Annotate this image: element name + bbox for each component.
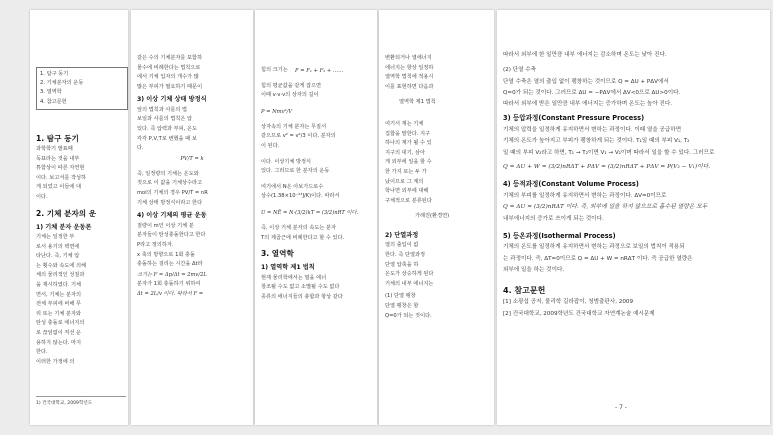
body-text: 따라서 외부에 받은 일만큼 내부 에너지는 증가하며 온도는 높아 진다. xyxy=(503,101,673,108)
body-text: 과학학기 발표때 xyxy=(36,146,73,152)
body-text: 창조될 수도 없고 소멸될 수도 없다 xyxy=(261,284,340,291)
equation: P = Nmv²/V xyxy=(261,108,293,115)
table-of-contents xyxy=(36,67,128,110)
body-text: 많은 부피가 필요하기 때문이 xyxy=(137,83,203,90)
body-text: 따라서 외부에 한 일만큼 내부 에너지는 감소하며 온도는 낮아 진다. xyxy=(503,52,667,58)
subsection-heading: 2) 단열과정 xyxy=(385,231,419,239)
body-text: 는 횟수와 속도에 의해 xyxy=(36,262,87,269)
body-text: 같은 수의 기체분자를 포함하 xyxy=(137,55,203,61)
sub-heading: (2) 단열 수축 xyxy=(503,67,537,74)
body-text: 이다. xyxy=(36,193,48,200)
body-text: 분자들이 탄성충돌한다고 한다 xyxy=(137,232,206,239)
subsection-heading: 3) 등압과정(Constant Pressure Process) xyxy=(503,114,645,123)
body-text: 내부에너지의 증가로 쓰이게 되는 것이다. xyxy=(503,215,604,222)
section-heading: 4. 참고문헌 xyxy=(503,286,546,296)
body-text: 독표라는 것을 내부 xyxy=(36,155,80,162)
body-text: 상자속의 기체 분자는 무질서 xyxy=(261,123,327,130)
body-text: 기체의 부피를 일정하게 유지하면서 변하는 과정이다. ΔV=0이므로 xyxy=(503,192,667,199)
body-text: 열역학 법칙에 적용시 xyxy=(385,74,434,81)
citation: 가례진(환경연) xyxy=(415,213,450,220)
body-text: Q=0가 되는 것이다. xyxy=(385,312,432,319)
body-text: 한 가지 또는 두 가 xyxy=(385,168,427,175)
body-text: 한다. 즉 단열과정 xyxy=(385,252,426,258)
body-text: 각각 P,V,T로 변했을 때 보 xyxy=(137,135,197,142)
reference-item: [1] 소광섭 공저, 물리학 길라잡이, 청범출판사, 2009 xyxy=(503,299,634,306)
body-text: 단열 압축을 하 xyxy=(385,261,419,268)
body-text: 학나면 외부에 대해 xyxy=(385,188,429,195)
body-text: 앞의 법칙과 사를의 법 xyxy=(137,106,188,113)
body-text: 있다. 즉 압력과 부피, 온도 xyxy=(137,126,198,133)
body-text: 이때 v·v·v의 상자의 길이 xyxy=(261,92,319,99)
sub-heading: (1) 단열 팽창 xyxy=(385,293,416,300)
body-text: 온도가 상승하게 된다 xyxy=(385,271,434,278)
equation: Q = ΔU + W = (3/2)nRΔT + PΔV = (3/2)nRΔT + PΔV = P(V₂ − V₁)이다. xyxy=(503,163,711,170)
toc-item[interactable]: 4. 참고문헌 xyxy=(40,98,67,105)
body-text: 리 또는 기체 분자와 xyxy=(36,310,82,317)
footnote-text: 1) 건국대학교, 2009학년도 xyxy=(36,401,93,406)
body-text: P라고 정의하자. xyxy=(137,241,174,248)
body-text: 것으로 이 값을 기체상수라고 xyxy=(137,180,203,187)
equation: F = F₁ + F₂ + …… xyxy=(295,67,344,74)
reference-item: [2] 건국대학교, 2009학년도 건국대학교 자연계논술 예시문제 xyxy=(503,310,655,317)
equation: PV/T = k xyxy=(180,155,204,162)
body-text: 용하지 않는다. 마지 xyxy=(36,339,82,346)
body-text: 기체의 온도가 높아지고 부피가 팽창하게 되는 것이다. T₁일 때의 부피 V₁, T₂ xyxy=(503,138,690,145)
body-text: 전체 부피에 비해 무 xyxy=(36,301,82,308)
body-text: 체의 물리적인 성질과 xyxy=(36,272,85,279)
body-text: 충돌하는 걸리는 시간을 Δt라 xyxy=(137,261,203,268)
body-text: Q=0가 되는 것이다. 그러므로 ΔU = −PΔV에서 ΔV<0으로 ΔU>0이다. xyxy=(503,89,681,96)
body-text: 기체의 압력을 일정하게 유지하면서 변하는 과정이다. 이때 열을 공급하면 xyxy=(503,126,682,133)
page-number: - 7 - xyxy=(615,404,627,411)
body-text: 로서 용기의 벽면에 xyxy=(36,243,80,250)
body-text: 지구의 대기, 삼아 xyxy=(385,149,426,156)
section-heading: 1. 탐구 동기 xyxy=(36,134,79,143)
body-text: 상수(1.38×10⁻²³J/K)이다. 따라서 xyxy=(261,193,340,200)
section-heading: 2. 기체 분자의 운 xyxy=(36,208,97,218)
body-text: x 축의 방향으로 1회 충돌 xyxy=(137,251,196,258)
body-text: mol의 기체의 경우 PV/T = nR xyxy=(137,190,208,197)
body-text: T의 제곱근에 비례한다고 할 수 있다. xyxy=(261,234,345,241)
body-text: 구체적으로 분류된다 xyxy=(385,197,432,204)
document-page-3 xyxy=(255,10,377,425)
body-text: 면서, 기체는 분자의 xyxy=(36,291,82,298)
body-text: 는 과정이다. 즉, ΔT=0이므로 Q = ΔU + W = nRΔT 이다. 즉 공급한 열량은 xyxy=(503,255,693,262)
body-text: 기체 상태 방정식이라고 한다 xyxy=(137,199,203,206)
body-text: 이 된다. xyxy=(261,142,280,149)
body-text: 힘의 크기는 xyxy=(261,67,288,73)
body-text: 로 끊임없이 직선 운 xyxy=(36,330,82,336)
toc-item[interactable]: 1. 탐구 동기 xyxy=(40,71,69,77)
body-text: 게 되었고 이들에 대 xyxy=(36,184,82,191)
body-text: 열의 출입이 없 xyxy=(385,242,419,249)
document-page-2 xyxy=(131,10,253,425)
body-text: 즉, 이상 기체 분자의 속도는 분자 xyxy=(261,224,337,231)
body-text: 튜함상이 따른 자연현 xyxy=(36,165,85,172)
equation: U = NĒ = N·(3/2)kT = (3/2)nRT 이다. xyxy=(261,209,359,216)
body-text: 종류의 에너지들의 총합과 항상 같다 xyxy=(261,293,343,300)
body-text: 현재 물리학에서는 열을 에너 xyxy=(261,274,327,281)
section-heading: 3. 열역학 xyxy=(261,249,294,259)
document-page-4 xyxy=(379,10,494,425)
footnote xyxy=(36,396,126,409)
body-text: 에서 기체 입자의 개수가 많 xyxy=(137,74,199,81)
body-text: 여기에서 N은 아보가드로수 xyxy=(261,183,324,190)
body-text: 질량이 m인 이상 기체 분 xyxy=(137,222,194,229)
body-text: 외부에 일을 하는 것이다. xyxy=(503,267,565,274)
body-text: 이러한 가정에 의 xyxy=(36,358,75,365)
equation: Q = ΔU = (3/2)nRΔT 이다. 즉, 외부에 일을 하지 않으므로 흡수된 열량은 모두 xyxy=(503,204,708,211)
body-text: 게 외부에 일을 할 수 xyxy=(385,159,432,166)
body-text: 물수에 비례한다는 법칙으로 xyxy=(137,64,201,71)
body-text: 단열 팽창은 할 xyxy=(385,302,419,309)
toc-item[interactable]: 2. 기체분자의 운동 xyxy=(40,80,84,87)
body-text: 보일과 사를의 법칙은 압 xyxy=(137,116,193,123)
document-page-5 xyxy=(497,10,770,425)
body-text: 변환되거나 열에너지 xyxy=(385,55,432,61)
body-text: 있다. 그러므로 한 분자의 운동 xyxy=(261,168,330,175)
equation: Δt = 2L/v 이다. 따라서 F = xyxy=(137,291,204,298)
law-label: 열역학 제1 법칙 xyxy=(399,99,436,106)
body-text: 여기서 계는 기체 xyxy=(385,120,424,127)
subsection-heading: 1) 열역학 제1 법칙 xyxy=(261,264,315,272)
equation: 크기는 F = Δp/Δt = 2mv/2L xyxy=(137,271,207,278)
body-text: 기체의 온도를 일정하게 유지하면서 변하는 과정으로 보일의 법칙이 적용되 xyxy=(503,244,685,251)
body-text: 즉, 일정량의 기체는 온도와 xyxy=(137,170,199,177)
body-text: 났이므로 그 계의 xyxy=(385,178,424,185)
subsection-heading: 4) 등적과정(Constant Volume Process) xyxy=(503,180,639,189)
document-page-1 xyxy=(30,10,128,425)
subsection-heading: 1) 기체 분자 운동론 xyxy=(36,223,92,231)
body-text: 에너지는 항상 일정하 xyxy=(385,64,434,71)
body-text: 다. xyxy=(137,145,144,152)
body-text: 힘의 평균값을 같게 잡으면 xyxy=(261,82,322,89)
body-text: 이를 표현하면 다음과 xyxy=(385,83,434,90)
toc-item[interactable]: 3. 열역학 xyxy=(40,89,62,96)
body-text: 같으므로 v² = v²/3 이다. 분자의 xyxy=(261,133,336,140)
body-text: 한다. xyxy=(36,349,48,356)
body-text: 단열 수축은 열의 출입 없이 팽창하는 것이므로 Q = ΔU + PΔV에서 xyxy=(503,78,669,85)
subsection-heading: 3) 이상 기체 상태 방정식 xyxy=(137,96,207,104)
body-text: 을 제시하였다. 기체 xyxy=(36,282,82,289)
body-text: 일 때의 부피 V₂라고 하면, T₁ → T₂이면 V₁ → V₂이며 따라서 일을 할 수 있다. 그러므로 xyxy=(503,149,715,156)
body-text: 이다. 이상기체 방정식 xyxy=(261,158,312,165)
body-text: 이다. 보고서를 작성하 xyxy=(36,174,87,181)
body-text: 분자가 1회 충돌하기 위하여 xyxy=(137,280,201,287)
body-text: 하나의 계가 될 수 있 xyxy=(385,140,432,147)
body-text: 기체는 일정한 부 xyxy=(36,234,75,241)
body-text: 타난다. 즉, 기체 압 xyxy=(36,253,80,260)
body-text: 탄성 충돌로 에너지의 xyxy=(36,320,85,327)
subsection-heading: 4) 이상 기체의 평균 운동 xyxy=(137,212,207,220)
body-text: 집합을 말한다. 지구 xyxy=(385,130,431,137)
subsection-heading: 5) 등온과정(Isothermal Process) xyxy=(503,231,616,240)
body-text: 기체의 내부 에너지는 xyxy=(385,280,434,287)
